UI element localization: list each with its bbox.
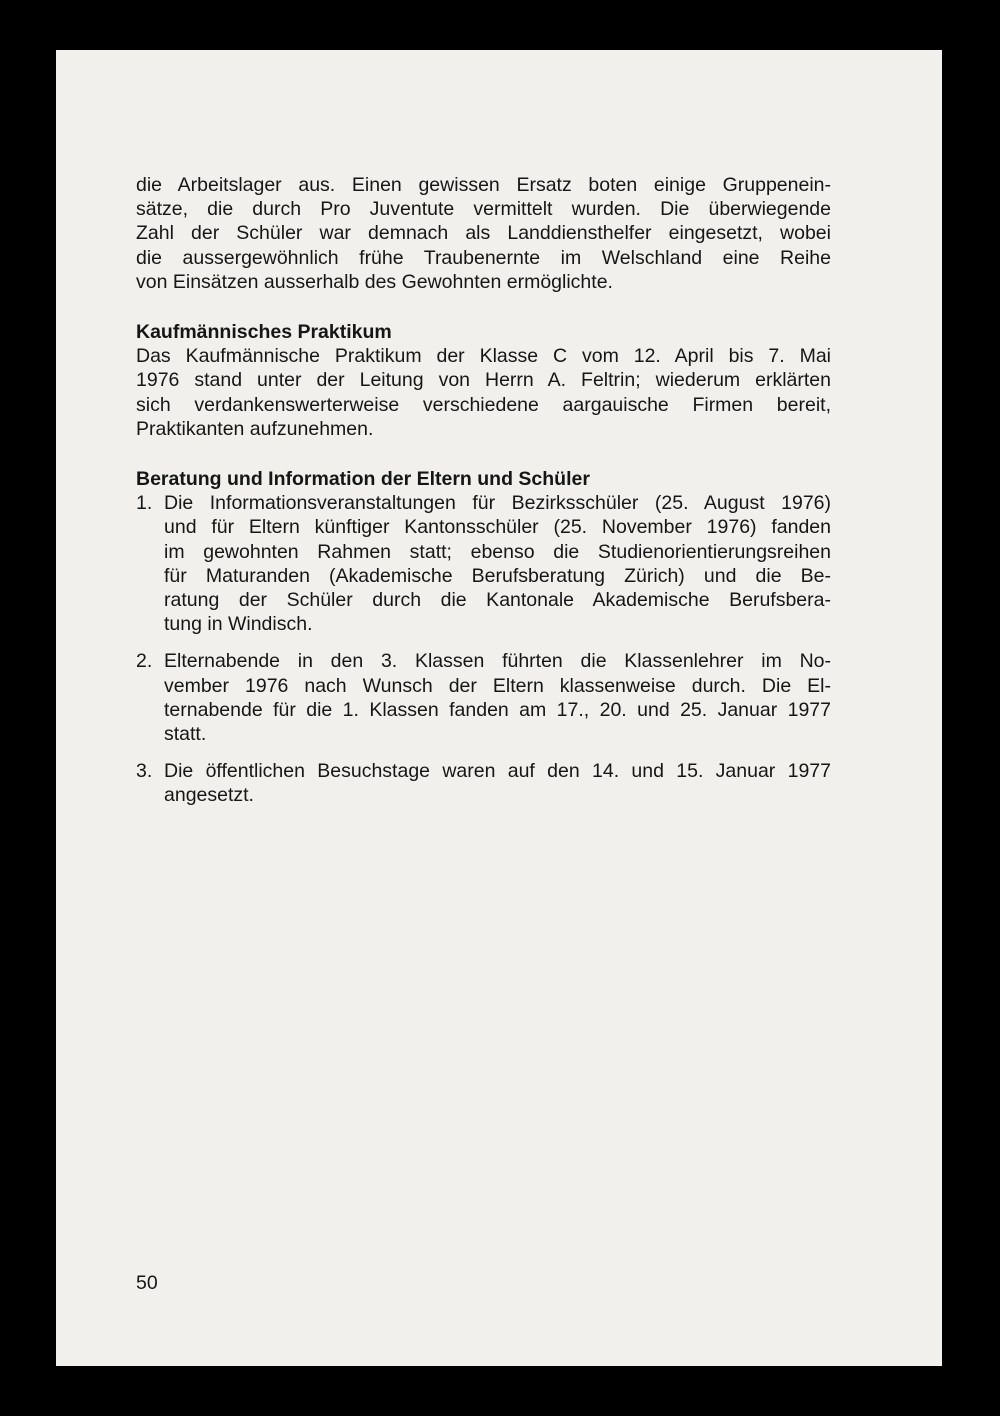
text-line: Die öffentlichen Besuchstage waren auf den 14. und 15. Januar 1977 bbox=[164, 760, 831, 783]
text-line: die Arbeitslager aus. Einen gewissen Ersatz boten einige Gruppenein- bbox=[136, 174, 831, 196]
text-line: statt. bbox=[164, 723, 207, 746]
text-line: sätze, die durch Pro Juventute vermittelt wurden. Die überwiegende bbox=[136, 198, 831, 221]
text-line: für Maturanden (Akademische Berufsberatung Zürich) und die Be- bbox=[164, 564, 831, 587]
text-line: und für Eltern künftiger Kantonsschüler (25. November 1976) fanden bbox=[164, 516, 831, 539]
text-line: tung in Windisch. bbox=[164, 613, 313, 636]
text-line: sich verdankenswerterweise verschiedene aargauische Firmen bereit, bbox=[136, 393, 831, 416]
text-line: 1976 stand unter der Leitung von Herrn A. Feltrin; wiederum erklärten bbox=[136, 369, 831, 392]
text-line: ternabende für die 1. Klassen fanden am 17., 20. und 25. Januar 1977 bbox=[164, 698, 831, 721]
list-item bbox=[136, 649, 831, 746]
list-item bbox=[136, 759, 831, 807]
section-kaufmaennisches-praktikum bbox=[136, 320, 831, 441]
text-line: von Einsätzen ausserhalb des Gewohnten ermöglichte. bbox=[136, 270, 613, 293]
page-number: 50 bbox=[136, 1272, 158, 1294]
text-line: Die Informationsveranstaltungen für Bezirksschüler (25. August 1976) bbox=[164, 492, 831, 515]
text-line: Praktikanten aufzunehmen. bbox=[136, 417, 374, 440]
text-line: Zahl der Schüler war demnach als Landdiensthelfer eingesetzt, wobei bbox=[136, 222, 831, 245]
text-line: ratung der Schüler durch die Kantonale Akademische Berufsbera- bbox=[164, 589, 831, 612]
section-heading: Beratung und Information der Eltern und Schüler bbox=[136, 468, 590, 490]
list-item-number: 2. bbox=[136, 650, 153, 673]
text-line: vember 1976 nach Wunsch der Eltern klassenweise durch. Die El- bbox=[164, 674, 831, 697]
text-line: im gewohnten Rahmen statt; ebenso die Studienorientierungsreihen bbox=[164, 540, 831, 563]
text-line: angesetzt. bbox=[164, 784, 254, 807]
list-item bbox=[136, 491, 831, 636]
section-beratung-information bbox=[136, 467, 831, 808]
paragraph-intro bbox=[136, 173, 831, 294]
list-item-number: 1. bbox=[136, 492, 153, 515]
text-line: Das Kaufmännische Praktikum der Klasse C vom 12. April bis 7. Mai bbox=[136, 345, 831, 368]
text-line: die aussergewöhnlich frühe Traubenernte im Welschland eine Reihe bbox=[136, 246, 831, 269]
section-heading: Kaufmännisches Praktikum bbox=[136, 321, 392, 343]
document-page bbox=[56, 50, 942, 1366]
text-line: Elternabende in den 3. Klassen führten die Klassenlehrer im No- bbox=[164, 650, 831, 673]
list-item-number: 3. bbox=[136, 760, 153, 783]
